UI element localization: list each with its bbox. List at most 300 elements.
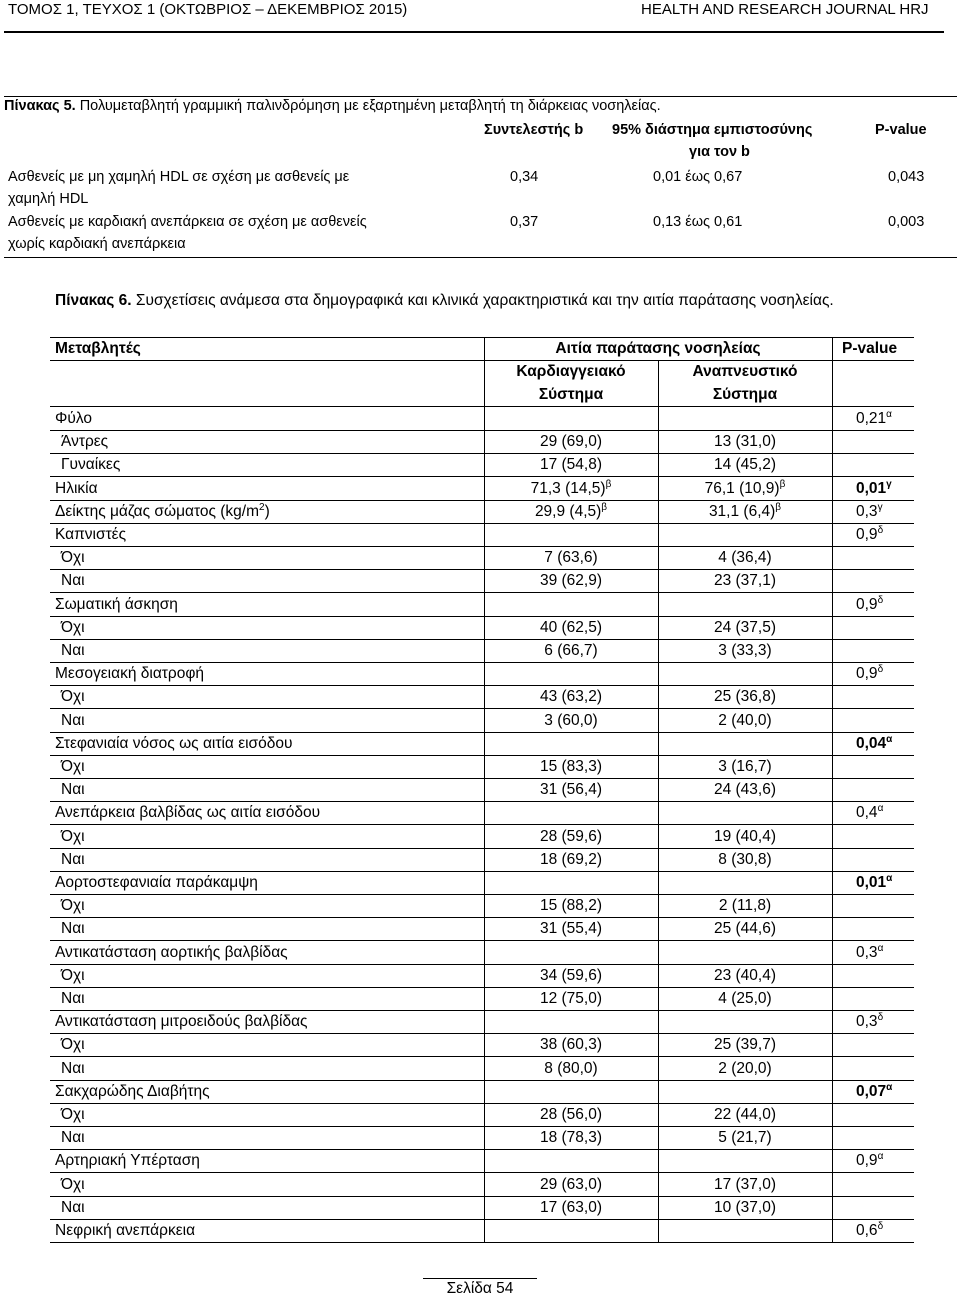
resp-value xyxy=(658,1080,832,1103)
table6-divider xyxy=(832,1173,833,1197)
resp-value xyxy=(658,453,832,476)
table6-divider xyxy=(832,338,833,361)
resp-value-text: 23 (37,1) xyxy=(713,572,777,590)
cardio-value-text: 34 (59,6) xyxy=(539,966,603,984)
table6-row xyxy=(50,801,914,825)
row-label xyxy=(61,894,85,917)
table5-row-coef: 0,34 xyxy=(510,169,539,185)
p-value-note: δ xyxy=(877,1012,884,1024)
resp-value xyxy=(658,825,832,848)
cardio-value xyxy=(484,662,658,685)
resp-value-text: 10 (37,0) xyxy=(713,1198,777,1216)
table6-row xyxy=(50,593,914,617)
p-value-text: 0,9 xyxy=(856,1152,878,1170)
row-label xyxy=(61,987,85,1010)
table6-row xyxy=(50,1173,914,1197)
table6-row xyxy=(50,941,914,965)
table6-divider xyxy=(484,546,485,570)
page-header xyxy=(0,0,960,34)
cardio-value xyxy=(484,894,658,917)
table5-col-pvalue: P-value xyxy=(875,122,927,138)
table6-divider xyxy=(658,662,659,686)
table6-row xyxy=(50,1196,914,1220)
table6-divider xyxy=(658,569,659,593)
table6-divider xyxy=(658,1103,659,1127)
table6-divider xyxy=(658,941,659,965)
resp-value xyxy=(658,848,832,871)
p-value-text: 0,21 xyxy=(856,410,887,427)
resp-value xyxy=(658,685,832,708)
row-label-text: Όχι xyxy=(61,618,85,636)
resp-value xyxy=(658,430,832,453)
p-value-note: α xyxy=(886,408,892,420)
table6-divider xyxy=(832,453,833,477)
p-value-note: δ xyxy=(877,594,884,606)
table6-divider xyxy=(658,430,659,454)
row-label-text: Ναι xyxy=(61,920,85,938)
resp-value-text: 76,1 (10,9) xyxy=(704,479,780,497)
resp-value-text: 13 (31,0) xyxy=(713,433,777,451)
cardio-value xyxy=(484,709,658,732)
row-label-text: Ναι xyxy=(61,642,85,659)
p-value xyxy=(832,407,914,430)
p-value-note: α xyxy=(886,872,893,884)
resp-value xyxy=(658,755,832,778)
table6-divider xyxy=(658,1033,659,1057)
row-label-text: Αρτηριακή Υπέρταση xyxy=(55,1152,200,1170)
table6-row xyxy=(50,1103,914,1127)
resp-value-text: 22 (44,0) xyxy=(713,1106,777,1123)
resp-value xyxy=(658,477,832,500)
table6-row xyxy=(50,848,914,872)
table6-divider xyxy=(658,546,659,570)
cardio-value-text: 40 (62,5) xyxy=(539,618,603,636)
p-value xyxy=(832,523,914,546)
row-label xyxy=(61,453,120,476)
journal-name: HEALTH AND RESEARCH JOURNAL HRJ xyxy=(641,1,929,18)
p-value xyxy=(832,1196,914,1219)
row-label xyxy=(61,1173,85,1196)
p-value xyxy=(832,1080,914,1103)
cardio-value-text: 8 (80,0) xyxy=(544,1059,598,1077)
table6-divider xyxy=(658,639,659,663)
p-value xyxy=(832,1173,914,1196)
cardio-value-text: 28 (56,0) xyxy=(539,1106,603,1123)
table6-divider xyxy=(484,569,485,593)
table6-col-variables: Μεταβλητές xyxy=(55,340,141,357)
resp-value xyxy=(658,1173,832,1196)
table6-divider xyxy=(484,1219,485,1243)
p-value xyxy=(832,709,914,732)
table6-divider xyxy=(658,894,659,918)
table6-divider xyxy=(484,1126,485,1150)
p-value xyxy=(832,430,914,453)
table6-row xyxy=(50,1080,914,1104)
table5-row-p: 0,043 xyxy=(888,169,925,185)
row-label-text: Ναι xyxy=(61,572,85,590)
cardio-value xyxy=(484,848,658,871)
table6-row xyxy=(50,894,914,918)
p-value-text: 0,3 xyxy=(856,1013,878,1031)
row-label-text: Καπνιστές xyxy=(55,526,127,543)
table6-divider xyxy=(832,569,833,593)
page-number: Σελίδα 54 xyxy=(446,1280,514,1297)
table6-divider xyxy=(658,987,659,1011)
table6-row xyxy=(50,755,914,779)
resp-value xyxy=(658,1126,832,1149)
table5-row-label-2: χωρίς καρδιακή ανεπάρκεια xyxy=(8,236,186,252)
table5-row-label: Ασθενείς με καρδιακή ανεπάρκεια σε σχέση με ασθενείς xyxy=(8,214,367,230)
resp-value xyxy=(658,709,832,732)
row-label-text: Ναι xyxy=(61,850,85,868)
table6-row xyxy=(50,639,914,663)
table6-divider xyxy=(484,430,485,454)
row-label-note: 2 xyxy=(259,501,265,513)
row-label xyxy=(55,1149,200,1172)
table6-divider xyxy=(484,1080,485,1104)
table6-col-resp-2: Σύστημα xyxy=(712,386,778,403)
p-value-text: 0,9 xyxy=(856,665,878,683)
table6-divider xyxy=(832,407,833,431)
resp-value xyxy=(658,778,832,801)
resp-value xyxy=(658,801,832,824)
table6-divider xyxy=(484,360,485,407)
p-value-note: α xyxy=(877,803,884,815)
cardio-value xyxy=(484,1219,658,1242)
cardio-value-text: 6 (66,7) xyxy=(544,642,598,659)
row-label xyxy=(61,1103,85,1126)
table6-row xyxy=(50,546,914,570)
cardio-value-text: 29 (63,0) xyxy=(539,1175,603,1193)
p-value xyxy=(832,732,914,755)
table6-divider xyxy=(658,801,659,825)
table6-divider xyxy=(484,964,485,988)
row-label xyxy=(55,593,178,616)
table6-divider xyxy=(484,1173,485,1197)
row-label xyxy=(61,778,85,801)
resp-value xyxy=(658,407,832,430)
table6-divider xyxy=(832,778,833,802)
table6-divider xyxy=(658,616,659,640)
table6-divider xyxy=(832,546,833,570)
table6-divider xyxy=(484,732,485,756)
resp-value xyxy=(658,732,832,755)
table6-divider xyxy=(658,871,659,895)
resp-value xyxy=(658,871,832,894)
table6-row xyxy=(50,825,914,849)
cardio-value xyxy=(484,477,658,500)
table5-row-label: Ασθενείς με μη χαμηλή HDL σε σχέση με ασθενείς με xyxy=(8,169,350,185)
resp-value xyxy=(658,500,832,523)
p-value-note: α xyxy=(877,1151,884,1163)
table6-divider xyxy=(484,1103,485,1127)
table6-divider xyxy=(832,825,833,849)
row-label-text: Ναι xyxy=(61,1129,85,1147)
table6-divider xyxy=(484,941,485,965)
resp-value xyxy=(658,941,832,964)
table6-divider xyxy=(658,523,659,547)
table6-divider xyxy=(832,593,833,617)
table6-divider xyxy=(484,616,485,640)
cardio-value xyxy=(484,1033,658,1056)
resp-value xyxy=(658,1196,832,1219)
table6-divider xyxy=(832,500,833,524)
table6-divider xyxy=(832,871,833,895)
p-value-text: 0,9 xyxy=(856,526,878,543)
row-label-text: Όχι xyxy=(61,897,85,915)
p-value xyxy=(832,917,914,940)
row-label xyxy=(61,917,85,940)
table6-divider xyxy=(484,917,485,941)
row-label-text: Ναι xyxy=(61,1198,85,1216)
p-value-text: 0,4 xyxy=(856,804,878,822)
table6-divider xyxy=(832,639,833,663)
resp-value xyxy=(658,894,832,917)
table6-row xyxy=(50,1057,914,1081)
row-label xyxy=(55,871,258,894)
resp-value xyxy=(658,1103,832,1126)
table6-divider xyxy=(658,709,659,733)
table5-row-label-2: χαμηλή HDL xyxy=(8,191,89,207)
table5-row-ci: 0,13 έως 0,61 xyxy=(653,214,743,230)
cardio-value-text: 15 (83,3) xyxy=(539,758,603,775)
cardio-value-text: 3 (60,0) xyxy=(544,711,598,729)
p-value-note: γ xyxy=(877,501,883,513)
table6-row xyxy=(50,1126,914,1150)
resp-value xyxy=(658,964,832,987)
cardio-value-note: β xyxy=(605,478,612,490)
row-label-text: Όχι xyxy=(61,1175,85,1193)
table6-divider xyxy=(832,477,833,501)
p-value xyxy=(832,593,914,616)
resp-value-text: 3 (16,7) xyxy=(718,758,772,775)
table6-divider xyxy=(832,987,833,1011)
table6-divider xyxy=(832,1010,833,1034)
table5-row-ci: 0,01 έως 0,67 xyxy=(653,169,743,185)
table6-divider xyxy=(832,360,833,407)
cardio-value-text: 18 (69,2) xyxy=(539,850,603,868)
p-value xyxy=(832,453,914,476)
row-label-text: Αντικατάσταση μιτροειδούς βαλβίδας xyxy=(55,1013,308,1031)
cardio-value xyxy=(484,801,658,824)
row-label xyxy=(61,825,85,848)
table6-row xyxy=(50,987,914,1011)
resp-value-text: 2 (20,0) xyxy=(718,1059,772,1077)
table6-divider xyxy=(484,709,485,733)
table6-divider xyxy=(658,1126,659,1150)
table6-divider xyxy=(484,523,485,547)
row-label-text: Αντικατάσταση αορτικής βαλβίδας xyxy=(55,943,288,961)
table6-divider xyxy=(832,1057,833,1081)
row-label xyxy=(55,500,270,523)
row-label xyxy=(61,685,85,708)
resp-value-text: 2 (11,8) xyxy=(718,897,772,915)
table6-divider xyxy=(484,987,485,1011)
row-label-text: Σακχαρώδης Διαβήτης xyxy=(55,1082,210,1100)
cardio-value xyxy=(484,1057,658,1080)
table6-row xyxy=(50,569,914,593)
table6-divider xyxy=(484,593,485,617)
table6-divider xyxy=(658,477,659,501)
table6-divider xyxy=(658,1010,659,1034)
table6-divider xyxy=(484,407,485,431)
p-value xyxy=(832,477,914,500)
row-label xyxy=(55,732,292,755)
table6-divider xyxy=(658,593,659,617)
resp-value-text: 19 (40,4) xyxy=(713,827,777,845)
resp-value-text: 5 (21,7) xyxy=(718,1129,772,1147)
cardio-value xyxy=(484,593,658,616)
table6-col-cardio: Καρδιαγγειακό xyxy=(516,363,626,380)
table5-col-ci-2: για τον b xyxy=(689,144,750,160)
p-value xyxy=(832,825,914,848)
table6-divider xyxy=(658,848,659,872)
cardio-value-text: 39 (62,9) xyxy=(539,572,603,590)
cardio-value xyxy=(484,987,658,1010)
table6-divider xyxy=(658,964,659,988)
row-label xyxy=(55,523,126,546)
table6-row xyxy=(50,871,914,895)
resp-value-text: 23 (40,4) xyxy=(713,966,777,984)
table6-divider xyxy=(484,1196,485,1220)
table5-caption-text: Πολυμεταβλητή γραμμική παλινδρόμηση με εξαρτημένη μεταβλητή τη διάρκειας νοσηλείας. xyxy=(75,98,661,114)
table6-row xyxy=(50,917,914,941)
cardio-value xyxy=(484,871,658,894)
row-label xyxy=(55,407,92,430)
table6-row xyxy=(50,732,914,756)
table6-divider xyxy=(832,848,833,872)
table6-row xyxy=(50,709,914,733)
table6-divider xyxy=(658,825,659,849)
table6-row xyxy=(50,453,914,477)
footer-rule xyxy=(423,1278,537,1279)
resp-value-text: 25 (39,7) xyxy=(713,1036,777,1054)
cardio-value-text: 12 (75,0) xyxy=(539,990,603,1007)
cardio-value xyxy=(484,755,658,778)
resp-value xyxy=(658,917,832,940)
row-label-text: Στεφανιαία νόσος ως αιτία εισόδου xyxy=(55,734,293,752)
table5-col-ci: 95% διάστημα εμπιστοσύνης xyxy=(612,122,813,138)
table5-row-coef: 0,37 xyxy=(510,214,539,230)
resp-value xyxy=(658,1149,832,1172)
table6-col-cardio-2: Σύστημα xyxy=(538,386,604,403)
row-label-text: Όχι xyxy=(61,1036,85,1054)
table6-divider xyxy=(658,453,659,477)
cardio-value xyxy=(484,941,658,964)
row-label-text: Νεφρική ανεπάρκεια xyxy=(55,1222,196,1239)
resp-value xyxy=(658,1010,832,1033)
table6-row xyxy=(50,477,914,501)
row-label xyxy=(61,709,85,732)
table6-row xyxy=(50,523,914,547)
p-value-note: γ xyxy=(886,478,892,490)
row-label xyxy=(61,755,85,778)
cardio-value xyxy=(484,917,658,940)
resp-value-text: 24 (43,6) xyxy=(713,781,777,799)
resp-value-text: 8 (30,8) xyxy=(718,850,772,868)
p-value xyxy=(832,755,914,778)
table6-divider xyxy=(832,732,833,756)
p-value xyxy=(832,500,914,523)
resp-value-text: 31,1 (6,4) xyxy=(708,502,776,520)
p-value xyxy=(832,546,914,569)
resp-value xyxy=(658,593,832,616)
cardio-value xyxy=(484,407,658,430)
row-label xyxy=(55,477,98,500)
row-label xyxy=(61,1033,85,1056)
row-label-text: Ναι xyxy=(61,711,85,729)
resp-value-note: β xyxy=(779,478,786,490)
cardio-value xyxy=(484,639,658,662)
table6-header-row xyxy=(50,337,914,361)
cardio-value xyxy=(484,1196,658,1219)
table6-divider xyxy=(658,360,659,407)
table6-row xyxy=(50,685,914,709)
resp-value xyxy=(658,1219,832,1242)
row-label-text: Αορτοστεφανιαία παράκαμψη xyxy=(55,874,258,891)
cardio-value xyxy=(484,1010,658,1033)
row-label xyxy=(61,1057,85,1080)
row-label xyxy=(55,1010,308,1033)
table5-row-p: 0,003 xyxy=(888,214,925,230)
table6-divider xyxy=(484,662,485,686)
table6-divider xyxy=(484,338,485,361)
row-label xyxy=(61,848,85,871)
table6-divider xyxy=(832,894,833,918)
cardio-value xyxy=(484,569,658,592)
resp-value xyxy=(658,616,832,639)
row-label-text: Όχι xyxy=(61,758,85,775)
cardio-value-text: 31 (55,4) xyxy=(539,920,603,938)
row-label-tail: ) xyxy=(264,502,270,520)
p-value-note: α xyxy=(886,733,893,745)
row-label-text: Όχι xyxy=(61,827,85,845)
table6-caption-text: Συσχετίσεις ανάμεσα στα δημογραφικά και κλινικά χαρακτηριστικά και την αιτία παράτασης νοσηλείας. xyxy=(131,292,834,309)
resp-value-note: β xyxy=(775,501,782,513)
resp-value xyxy=(658,1033,832,1056)
table6-divider xyxy=(832,941,833,965)
resp-value-text: 25 (44,6) xyxy=(713,920,777,938)
table6-row xyxy=(50,1010,914,1034)
cardio-value-text: 31 (56,4) xyxy=(539,781,603,799)
cardio-value-text: 17 (63,0) xyxy=(539,1198,603,1216)
table6-row xyxy=(50,500,914,524)
table6-divider xyxy=(832,662,833,686)
p-value xyxy=(832,685,914,708)
row-label-text: Όχι xyxy=(61,966,85,984)
table5-caption-label: Πίνακας 5. xyxy=(4,98,76,114)
p-value xyxy=(832,662,914,685)
cardio-value-text: 15 (88,2) xyxy=(539,897,603,915)
row-label-text: Ναι xyxy=(61,781,85,799)
p-value-note: α xyxy=(886,1081,893,1093)
table6-divider xyxy=(832,1126,833,1150)
p-value xyxy=(832,639,914,662)
table6-divider xyxy=(484,453,485,477)
p-value xyxy=(832,569,914,592)
row-label xyxy=(61,1126,85,1149)
table6-divider xyxy=(484,639,485,663)
p-value-note: α xyxy=(877,942,884,954)
p-value-text: 0,01 xyxy=(856,479,887,497)
p-value-text: 0,04 xyxy=(856,734,887,752)
p-value xyxy=(832,871,914,894)
table6-divider xyxy=(484,778,485,802)
table6-divider xyxy=(484,755,485,779)
table6-divider xyxy=(484,1149,485,1173)
journal-issue: ΤΟΜΟΣ 1, ΤΕΥΧΟΣ 1 (ΟΚΤΩΒΡΙΟΣ – ΔΕΚΕΜΒΡΙΟΣ 2015) xyxy=(8,1,408,18)
row-label xyxy=(61,430,108,453)
